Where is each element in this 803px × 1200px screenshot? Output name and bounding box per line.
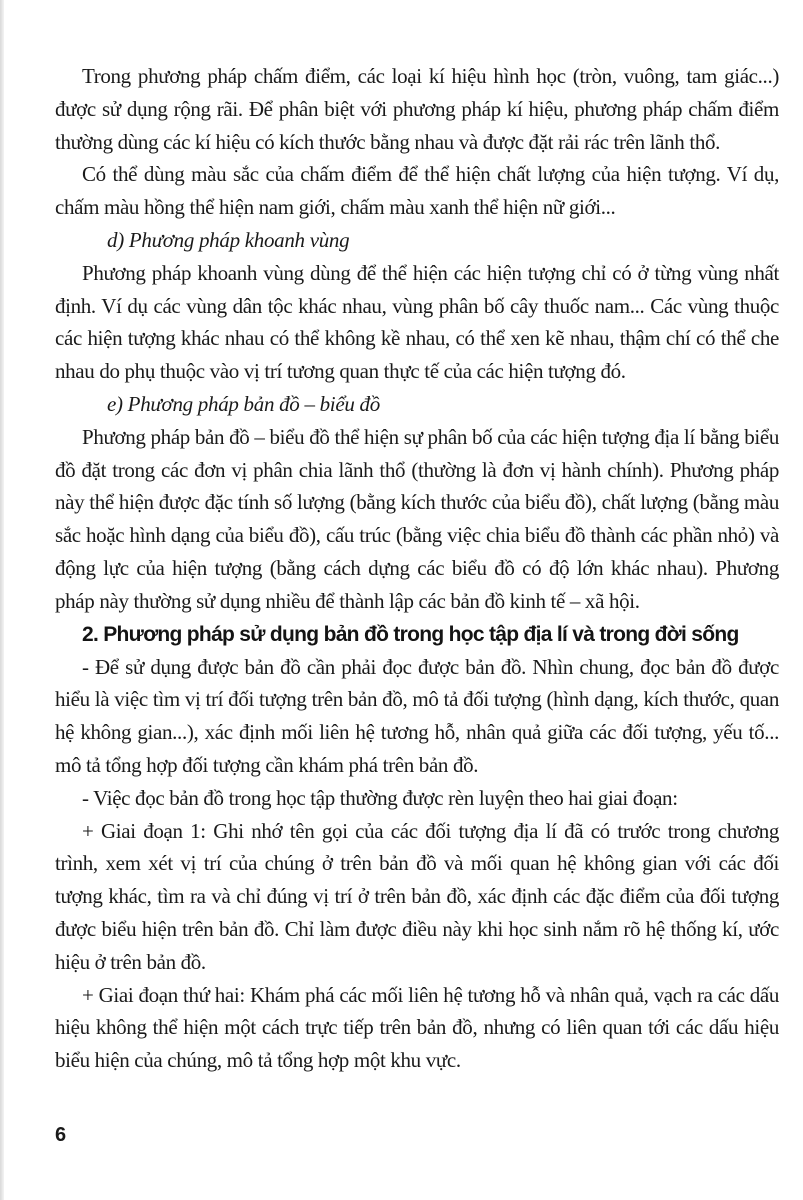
section-heading-map-usage: 2. Phương pháp sử dụng bản đồ trong học tập địa lí và trong đời sống xyxy=(82,622,739,646)
paragraph-dot-method-colors: Có thể dùng màu sắc của chấm điểm để thể hiện chất lượng của hiện tượng. Ví dụ, chấm màu hồng thể hiện nam giới, chấm màu xanh thể hiện nữ giới... xyxy=(55,162,779,220)
paragraph-cartodiagram-method: Phương pháp bản đồ – biểu đồ thể hiện sự phân bố của các hiện tượng địa lí bằng biểu đồ đặt trong các đơn vị phân chia lãnh thổ (thường là đơn vị hành chính). Phương pháp này thể hiện được đặc tính số lượng (bằng kích thước của biểu đồ), chất lượng (bằng màu sắc hoặc hình dạng của biểu đồ), cấu trúc (bằng việc chia biểu đồ thành các phần nhỏ) và động lực của hiện tượng (bằng cách dựng các biểu đồ có độ lớn khác nhau). Phương pháp này thường sử dụng nhiều để thành lập các bản đồ kinh tế – xã hội. xyxy=(55,424,779,613)
paragraph-dot-method-symbols: Trong phương pháp chấm điểm, các loại kí hiệu hình học (tròn, vuông, tam giác...) được sử dụng rộng rãi. Để phân biệt với phương pháp kí hiệu, phương pháp chấm điểm thường dùng các kí hiệu có kích thước bằng nhau và được đặt rải rác trên lãnh thổ. xyxy=(55,64,779,154)
paragraph-stage-one: + Giai đoạn 1: Ghi nhớ tên gọi của các đối tượng địa lí đã có trước trong chương trình, xem xét vị trí của chúng ở trên bản đồ và mối quan hệ không gian với các đối tượng khác, tìm ra và chỉ đúng vị trí ở trên bản đồ, xác định các đặc điểm của đối tượng được biểu hiện trên bản đồ. Chỉ làm được điều này khi học sinh nắm rõ hệ thống kí, ước hiệu ở trên bản đồ. xyxy=(55,818,779,974)
page-number: 6 xyxy=(55,1124,67,1146)
subheading-zoning-method: d) Phương pháp khoanh vùng xyxy=(107,227,350,252)
paragraph-stage-two: + Giai đoạn thứ hai: Khám phá các mối liên hệ tương hỗ và nhân quả, vạch ra các dấu hiệu không thể hiện một cách trực tiếp trên bản đồ, nhưng có liên quan tới các dấu hiệu biểu hiện của chúng, mô tả tổng hợp một khu vực. xyxy=(55,982,779,1073)
paragraph-map-reading: - Để sử dụng được bản đồ cần phải đọc được bản đồ. Nhìn chung, đọc bản đồ được hiểu là việc tìm vị trí đối tượng trên bản đồ, mô tả đối tượng (hình dạng, kích thước, quan hệ không gian...), xác định mối liên hệ tương hỗ, nhân quả giữa các đối tượng, yếu tố... mô tả tổng hợp đối tượng cần khám phá trên bản đồ. xyxy=(55,654,779,777)
subheading-cartodiagram-method: e) Phương pháp bản đồ – biểu đồ xyxy=(107,391,380,416)
paragraph-two-stages: - Việc đọc bản đồ trong học tập thường được rèn luyện theo hai giai đoạn: xyxy=(82,785,678,810)
paragraph-zoning-method: Phương pháp khoanh vùng dùng để thể hiện các hiện tượng chỉ có ở từng vùng nhất định. Ví dụ các vùng dân tộc khác nhau, vùng phân bố cây thuốc nam... Các vùng thuộc các hiện tượng khác nhau có thể không kề nhau, có thể xen kẽ nhau, thậm chí có thể che nhau do phụ thuộc vào vị trí tương quan thực tế của các hiện tượng đó. xyxy=(55,260,779,384)
document-page xyxy=(55,60,779,1077)
page-edge-shadow xyxy=(0,0,4,1200)
